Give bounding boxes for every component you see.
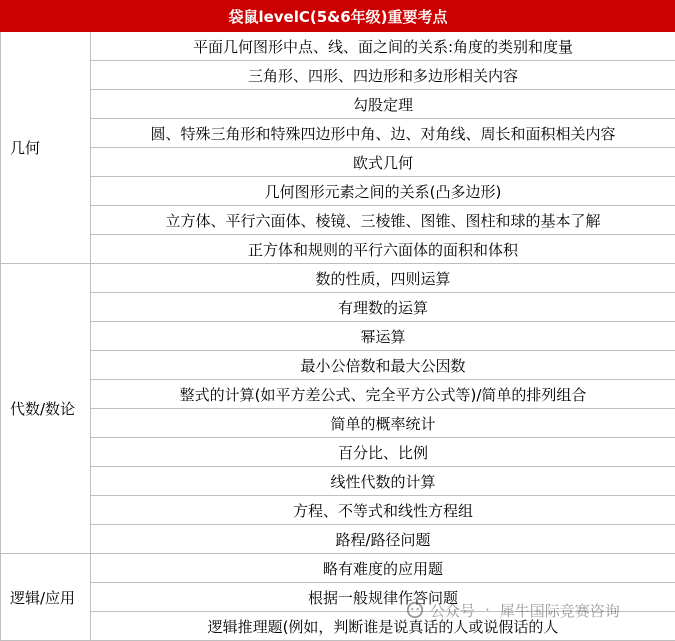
topic-cell: 圆、特殊三角形和特殊四边形中角、边、对角线、周长和面积相关内容 (91, 119, 675, 148)
topic-cell: 有理数的运算 (91, 293, 675, 322)
table-row (1, 409, 675, 438)
topic-cell: 略有难度的应用题 (91, 554, 675, 583)
category-cell: 代数/数论 (1, 264, 91, 554)
table-row (1, 148, 675, 177)
topic-cell: 方程、不等式和线性方程组 (91, 496, 675, 525)
table-row (1, 264, 675, 293)
table-row (1, 554, 675, 583)
table-row (1, 32, 675, 61)
watermark-name: 犀牛国际竞赛咨询 (500, 600, 620, 621)
category-cell: 逻辑/应用 (1, 554, 91, 641)
table-title: 袋鼠levelC(5&6年级)重要考点 (1, 1, 675, 32)
table-row (1, 612, 675, 641)
topic-cell: 正方体和规则的平行六面体的面积和体积 (91, 235, 675, 264)
topic-cell: 路程/路径问题 (91, 525, 675, 554)
table-row (1, 496, 675, 525)
topic-cell: 数的性质，四则运算 (91, 264, 675, 293)
table-row (1, 438, 675, 467)
topic-cell: 幂运算 (91, 322, 675, 351)
topic-cell: 根据一般规律作答问题 (91, 583, 675, 612)
table-row (1, 61, 675, 90)
table-row (1, 583, 675, 612)
topic-cell: 最小公倍数和最大公因数 (91, 351, 675, 380)
topic-cell: 整式的计算(如平方差公式、完全平方公式等)/简单的排列组合 (91, 380, 675, 409)
table-row (1, 119, 675, 148)
table-row (1, 467, 675, 496)
table-row (1, 351, 675, 380)
category-cell: 几何 (1, 32, 91, 264)
table-row (1, 525, 675, 554)
topic-cell: 百分比、比例 (91, 438, 675, 467)
topic-cell: 平面几何图形中点、线、面之间的关系:角度的类别和度量 (91, 32, 675, 61)
watermark-prefix: 公众号 (430, 600, 475, 621)
topic-cell: 逻辑推理题(例如，判断谁是说真话的人或说假话的人 (91, 612, 675, 641)
topic-cell: 几何图形元素之间的关系(凸多边形) (91, 177, 675, 206)
topic-cell: 立方体、平行六面体、棱镜、三棱锥、图锥、图柱和球的基本了解 (91, 206, 675, 235)
table-row (1, 322, 675, 351)
topic-cell: 勾股定理 (91, 90, 675, 119)
table-row (1, 235, 675, 264)
title-row (1, 1, 675, 32)
table-row (1, 380, 675, 409)
table-row (1, 206, 675, 235)
topic-cell: 欧式几何 (91, 148, 675, 177)
watermark-separator: · (485, 601, 490, 619)
table-row (1, 177, 675, 206)
topic-cell: 线性代数的计算 (91, 467, 675, 496)
table-row (1, 90, 675, 119)
table-row (1, 293, 675, 322)
topic-cell: 三角形、四形、四边形和多边形相关内容 (91, 61, 675, 90)
topic-cell: 简单的概率统计 (91, 409, 675, 438)
